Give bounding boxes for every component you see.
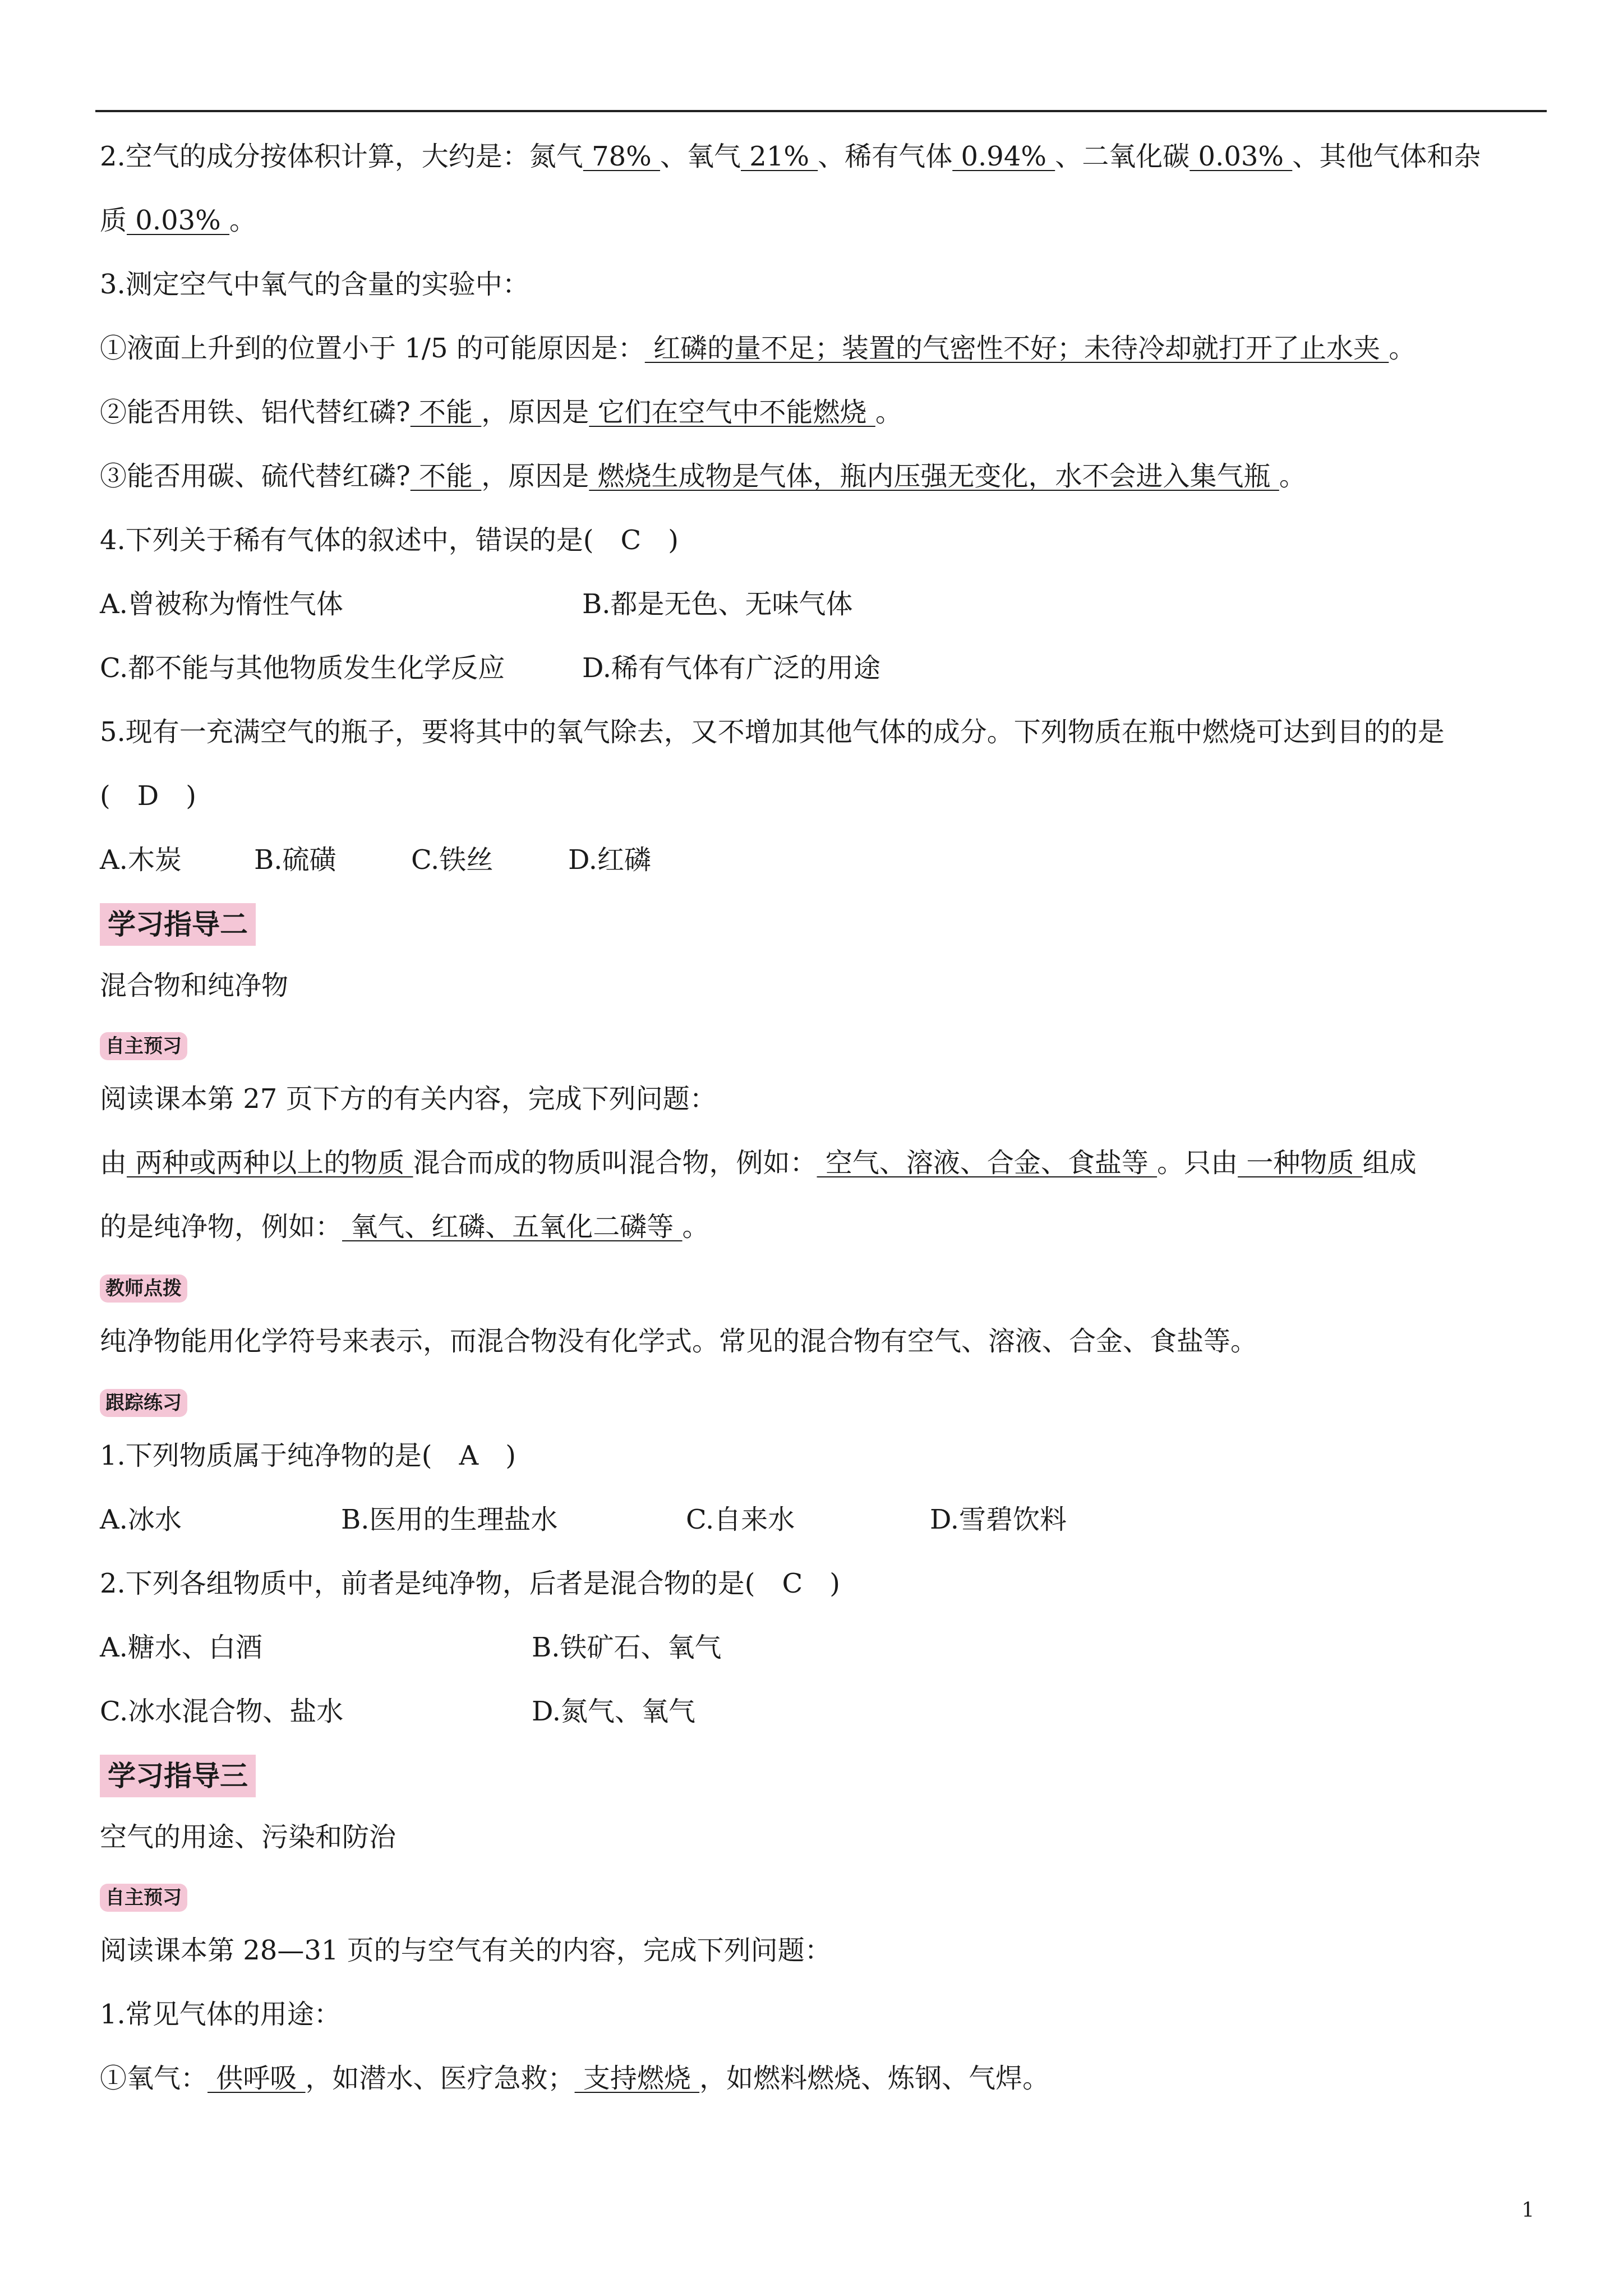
practice-question-1: 1.下列物质属于纯净物的是( A )	[100, 1440, 516, 1471]
answer-blank: 支持燃烧	[574, 2063, 700, 2094]
question-2-line1: 2.空气的成分按体积计算，大约是：氮气 78% 、氧气 21% 、稀有气体 0.94% 、二氧化碳 0.03% 、其他气体和杂	[100, 141, 1481, 172]
answer-blank: 氧气、红磷、五氧化二磷等	[342, 1211, 683, 1243]
practice-question-1-options	[100, 1488, 1552, 1552]
option-d: D.红磷	[568, 844, 652, 876]
section-topic: 空气的用途、污染和防治	[100, 1821, 396, 1853]
question-5-options	[100, 828, 1552, 892]
teacher-tip-text: 纯净物能用化学符号来表示，而混合物没有化学式。常见的混合物有空气、溶液、合金、食盐等。	[100, 1326, 1258, 1357]
option-a: A.冰水	[100, 1504, 182, 1535]
option-b: B.医用的生理盐水	[341, 1504, 558, 1535]
answer-blank: 21%	[741, 141, 818, 172]
option-a: A.木炭	[100, 844, 182, 876]
option-d: D.稀有气体有广泛的用途	[582, 652, 881, 684]
preview-intro: 阅读课本第 28—31 页的与空气有关的内容，完成下列问题：	[100, 1935, 832, 1966]
question-3-item-2: ②能否用铁、铝代替红磷? 不能 ，原因是 它们在空气中不能燃烧 。	[100, 397, 902, 428]
question-4-options-row1	[100, 572, 1552, 636]
document-body	[100, 125, 1552, 2110]
section-heading-guide-2: 学习指导二	[100, 903, 256, 946]
answer-blank: 供呼吸	[208, 2063, 306, 2094]
answer-blank: 0.03%	[127, 205, 230, 236]
self-preview-badge: 自主预习	[100, 1032, 187, 1060]
option-c: C.自来水	[686, 1504, 795, 1535]
page-number: 1	[1521, 2199, 1534, 2222]
question-5: 5.现有一充满空气的瓶子，要将其中的氧气除去，又不增加其他气体的成分。下列物质在瓶中燃烧可达到目的的是	[100, 716, 1445, 748]
practice-badge: 跟踪练习	[100, 1389, 187, 1417]
answer-blank: 78%	[583, 141, 661, 172]
option-a: A.曾被称为惰性气体	[100, 588, 343, 620]
option-c: C.都不能与其他物质发生化学反应	[100, 652, 505, 684]
question-5-answer: ( D )	[100, 780, 196, 812]
answer-blank: 两种或两种以上的物质	[127, 1147, 413, 1179]
practice-question-2: 2.下列各组物质中，前者是纯净物，后者是混合物的是( C )	[100, 1568, 840, 1599]
oxygen-uses: ①氧气： 供呼吸 ，如潜水、医疗急救； 支持燃烧 ，如燃料燃烧、炼钢、气焊。	[100, 2063, 1050, 2094]
practice-question-2-options-row2	[100, 1680, 1552, 1743]
gas-uses-question: 1.常见气体的用途：	[100, 1999, 341, 2030]
header-rule	[95, 110, 1547, 112]
question-3: 3.测定空气中氧气的含量的实验中：	[100, 269, 529, 300]
option-d: D.雪碧饮料	[930, 1504, 1067, 1535]
preview-intro: 阅读课本第 27 页下方的有关内容，完成下列问题：	[100, 1083, 717, 1115]
option-a: A.糖水、白酒	[100, 1632, 262, 1663]
option-b: B.硫磺	[254, 844, 336, 876]
answer-blank: 0.94%	[952, 141, 1055, 172]
mixture-definition-line2: 的是纯净物，例如： 氧气、红磷、五氧化二磷等 。	[100, 1211, 709, 1243]
option-c: C.铁丝	[411, 844, 494, 876]
answer-blank: 0.03%	[1189, 141, 1293, 172]
answer-blank: 一种物质	[1238, 1147, 1363, 1179]
teacher-tip-badge: 教师点拨	[100, 1274, 187, 1303]
question-2-line2: 质 0.03% 。	[100, 205, 257, 236]
section-heading-guide-3: 学习指导三	[100, 1755, 256, 1797]
question-4-options-row2	[100, 636, 1552, 700]
option-c: C.冰水混合物、盐水	[100, 1696, 344, 1727]
question-3-item-3: ③能否用碳、硫代替红磷? 不能 ，原因是 燃烧生成物是气体，瓶内压强无变化，水不会进入集气瓶 。	[100, 461, 1306, 492]
answer-blank: 不能	[410, 397, 482, 428]
question-3-item-1: ①液面上升到的位置小于 1/5 的可能原因是： 红磷的量不足；装置的气密性不好；未待冷却就打开了止水夹 。	[100, 333, 1416, 364]
answer-blank: 空气、溶液、合金、食盐等	[817, 1147, 1158, 1179]
practice-question-2-options-row1	[100, 1616, 1552, 1680]
option-d: D.氮气、氧气	[532, 1696, 696, 1727]
self-preview-badge: 自主预习	[100, 1884, 187, 1912]
question-4: 4.下列关于稀有气体的叙述中，错误的是( C )	[100, 524, 679, 556]
answer-blank: 它们在空气中不能燃烧	[589, 397, 875, 428]
answer-blank: 红磷的量不足；装置的气密性不好；未待冷却就打开了止水夹	[644, 333, 1389, 364]
answer-blank: 不能	[410, 461, 482, 492]
option-b: B.都是无色、无味气体	[582, 588, 853, 620]
section-topic: 混合物和纯净物	[100, 970, 289, 1001]
option-b: B.铁矿石、氧气	[532, 1632, 722, 1663]
answer-blank: 燃烧生成物是气体，瓶内压强无变化，水不会进入集气瓶	[589, 461, 1279, 492]
mixture-definition-line1: 由 两种或两种以上的物质 混合而成的物质叫混合物，例如： 空气、溶液、合金、食盐等 。只由 一种物质 组成	[100, 1147, 1417, 1179]
